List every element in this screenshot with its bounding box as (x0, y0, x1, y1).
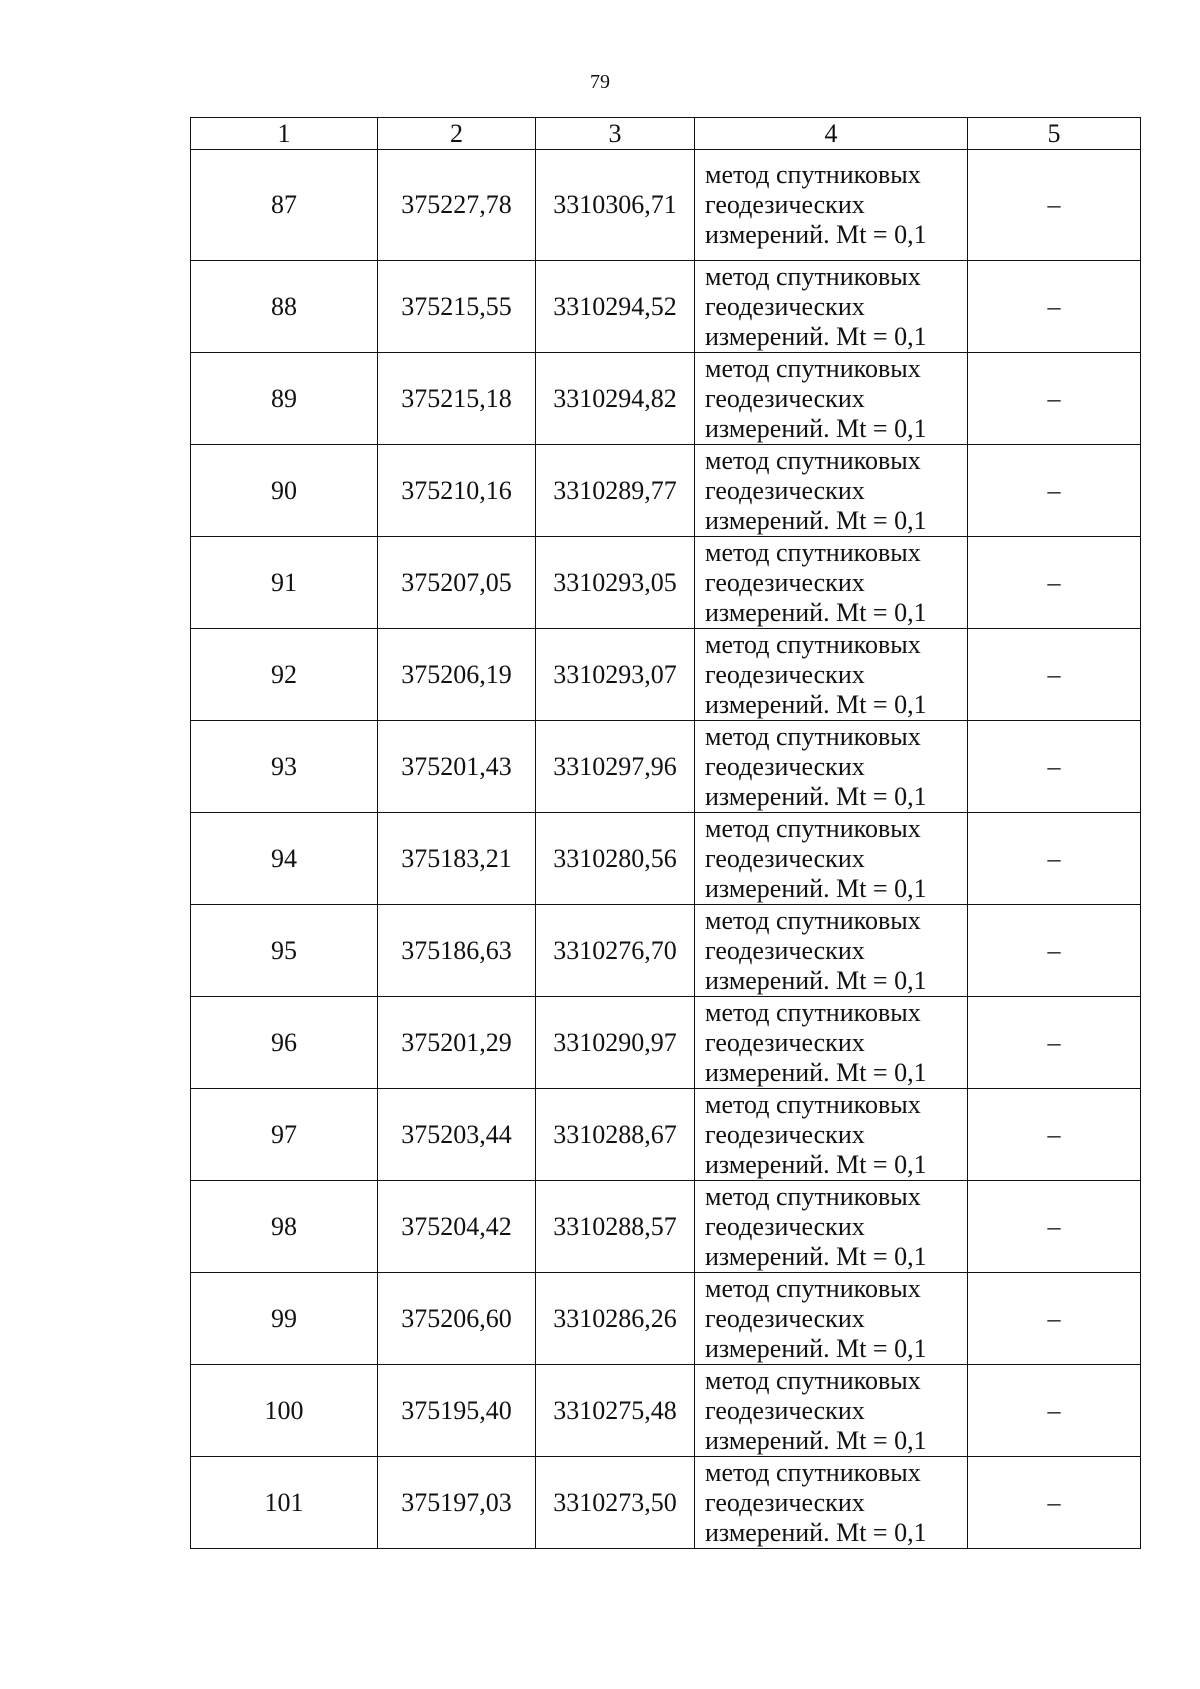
x-coordinate-cell: 375201,43 (378, 721, 536, 813)
y-coordinate-cell: 3310293,05 (536, 537, 695, 629)
method-line: геодезических (705, 190, 865, 219)
method-line: метод спутниковых (705, 160, 921, 189)
table-row (191, 1181, 1141, 1273)
method-line: измерений. Mt = 0,1 (705, 1517, 927, 1547)
table-row (191, 353, 1141, 445)
method-line: метод спутниковых (705, 997, 921, 1027)
table-row (191, 905, 1141, 997)
method-cell (695, 150, 968, 261)
table-row (191, 1089, 1141, 1181)
x-coordinate-cell: 375227,78 (378, 150, 536, 261)
note-cell: – (968, 813, 1141, 905)
method-line: метод спутниковых (705, 1365, 921, 1395)
y-coordinate-cell: 3310289,77 (536, 445, 695, 537)
point-number-cell: 87 (191, 150, 378, 261)
method-line: геодезических (705, 1395, 865, 1425)
method-line: метод спутниковых (705, 629, 921, 659)
method-line: метод спутниковых (705, 537, 921, 567)
note-cell: – (968, 1273, 1141, 1365)
method-cell (695, 353, 968, 445)
y-coordinate-cell: 3310288,67 (536, 1089, 695, 1181)
method-line: геодезических (705, 659, 865, 689)
method-cell (695, 1365, 968, 1457)
note-cell: – (968, 721, 1141, 813)
method-cell (695, 537, 968, 629)
method-line: измерений. Mt = 0,1 (705, 1241, 927, 1271)
point-number-cell: 91 (191, 537, 378, 629)
method-line: метод спутниковых (705, 813, 921, 843)
method-line: метод спутниковых (705, 721, 921, 751)
point-number-cell: 92 (191, 629, 378, 721)
note-cell: – (968, 629, 1141, 721)
x-coordinate-cell: 375186,63 (378, 905, 536, 997)
table-row (191, 629, 1141, 721)
method-cell (695, 1089, 968, 1181)
method-line: измерений. Mt = 0,1 (705, 689, 927, 719)
method-line: измерений. Mt = 0,1 (705, 1057, 927, 1087)
note-cell: – (968, 261, 1141, 353)
method-line: геодезических (705, 475, 865, 505)
x-coordinate-cell: 375201,29 (378, 997, 536, 1089)
y-coordinate-cell: 3310275,48 (536, 1365, 695, 1457)
x-coordinate-cell: 375204,42 (378, 1181, 536, 1273)
table-header (191, 118, 1141, 150)
point-number-cell: 93 (191, 721, 378, 813)
point-number-cell: 95 (191, 905, 378, 997)
table-row (191, 1457, 1141, 1549)
note-cell: – (968, 1457, 1141, 1549)
method-line: геодезических (705, 843, 865, 873)
method-line: геодезических (705, 1119, 865, 1149)
y-coordinate-cell: 3310293,07 (536, 629, 695, 721)
table-row (191, 1365, 1141, 1457)
column-header-3: 3 (536, 118, 695, 150)
method-line: метод спутниковых (705, 1089, 921, 1119)
method-cell (695, 905, 968, 997)
column-header-2: 2 (378, 118, 536, 150)
method-line: геодезических (705, 935, 865, 965)
page-number: 79 (590, 71, 610, 93)
note-cell: – (968, 445, 1141, 537)
column-header-4: 4 (695, 118, 968, 150)
x-coordinate-cell: 375215,55 (378, 261, 536, 353)
x-coordinate-cell: 375206,60 (378, 1273, 536, 1365)
table-body (191, 150, 1141, 1549)
method-line: измерений. Mt = 0,1 (705, 321, 927, 351)
method-line: измерений. Mt = 0,1 (705, 873, 927, 903)
note-cell: – (968, 150, 1141, 261)
method-line: метод спутниковых (705, 1273, 921, 1303)
column-header-1: 1 (191, 118, 378, 150)
y-coordinate-cell: 3310273,50 (536, 1457, 695, 1549)
point-number-cell: 89 (191, 353, 378, 445)
method-line: измерений. Mt = 0,1 (705, 220, 927, 249)
point-number-cell: 101 (191, 1457, 378, 1549)
x-coordinate-cell: 375203,44 (378, 1089, 536, 1181)
method-line: метод спутниковых (705, 1181, 921, 1211)
method-cell (695, 1273, 968, 1365)
method-line: метод спутниковых (705, 905, 921, 935)
method-line: измерений. Mt = 0,1 (705, 1149, 927, 1179)
method-line: измерений. Mt = 0,1 (705, 505, 927, 535)
table-row (191, 1273, 1141, 1365)
method-line: измерений. Mt = 0,1 (705, 1425, 927, 1455)
method-line: геодезических (705, 567, 865, 597)
note-cell: – (968, 1365, 1141, 1457)
point-number-cell: 99 (191, 1273, 378, 1365)
note-cell: – (968, 1089, 1141, 1181)
method-line: измерений. Mt = 0,1 (705, 1333, 927, 1363)
table-row (191, 721, 1141, 813)
y-coordinate-cell: 3310306,71 (536, 150, 695, 261)
table-row (191, 150, 1141, 261)
method-line: геодезических (705, 751, 865, 781)
table-row (191, 997, 1141, 1089)
x-coordinate-cell: 375207,05 (378, 537, 536, 629)
column-header-5: 5 (968, 118, 1141, 150)
y-coordinate-cell: 3310276,70 (536, 905, 695, 997)
method-line: геодезических (705, 1027, 865, 1057)
method-cell (695, 813, 968, 905)
method-line: измерений. Mt = 0,1 (705, 597, 927, 627)
note-cell: – (968, 353, 1141, 445)
x-coordinate-cell: 375183,21 (378, 813, 536, 905)
method-line: измерений. Mt = 0,1 (705, 413, 927, 443)
table-row (191, 537, 1141, 629)
method-cell (695, 1181, 968, 1273)
method-cell (695, 1457, 968, 1549)
x-coordinate-cell: 375210,16 (378, 445, 536, 537)
coordinates-table (190, 117, 1141, 1549)
point-number-cell: 100 (191, 1365, 378, 1457)
method-line: геодезических (705, 291, 865, 321)
note-cell: – (968, 1181, 1141, 1273)
y-coordinate-cell: 3310286,26 (536, 1273, 695, 1365)
y-coordinate-cell: 3310280,56 (536, 813, 695, 905)
point-number-cell: 94 (191, 813, 378, 905)
method-line: геодезических (705, 1303, 865, 1333)
x-coordinate-cell: 375215,18 (378, 353, 536, 445)
x-coordinate-cell: 375206,19 (378, 629, 536, 721)
point-number-cell: 90 (191, 445, 378, 537)
note-cell: – (968, 997, 1141, 1089)
method-line: метод спутниковых (705, 353, 921, 383)
method-line: измерений. Mt = 0,1 (705, 781, 927, 811)
method-cell (695, 261, 968, 353)
method-cell (695, 997, 968, 1089)
point-number-cell: 97 (191, 1089, 378, 1181)
header-row (191, 118, 1141, 150)
point-number-cell: 98 (191, 1181, 378, 1273)
x-coordinate-cell: 375197,03 (378, 1457, 536, 1549)
point-number-cell: 96 (191, 997, 378, 1089)
y-coordinate-cell: 3310290,97 (536, 997, 695, 1089)
y-coordinate-cell: 3310297,96 (536, 721, 695, 813)
table-row (191, 261, 1141, 353)
note-cell: – (968, 537, 1141, 629)
y-coordinate-cell: 3310294,82 (536, 353, 695, 445)
method-line: измерений. Mt = 0,1 (705, 965, 927, 995)
note-cell: – (968, 905, 1141, 997)
y-coordinate-cell: 3310294,52 (536, 261, 695, 353)
method-cell (695, 629, 968, 721)
method-line: метод спутниковых (705, 1457, 921, 1487)
table-row (191, 445, 1141, 537)
x-coordinate-cell: 375195,40 (378, 1365, 536, 1457)
method-line: метод спутниковых (705, 445, 921, 475)
table-row (191, 813, 1141, 905)
method-cell (695, 721, 968, 813)
method-line: геодезических (705, 383, 865, 413)
y-coordinate-cell: 3310288,57 (536, 1181, 695, 1273)
method-cell (695, 445, 968, 537)
method-line: метод спутниковых (705, 261, 921, 291)
point-number-cell: 88 (191, 261, 378, 353)
method-line: геодезических (705, 1487, 865, 1517)
method-line: геодезических (705, 1211, 865, 1241)
